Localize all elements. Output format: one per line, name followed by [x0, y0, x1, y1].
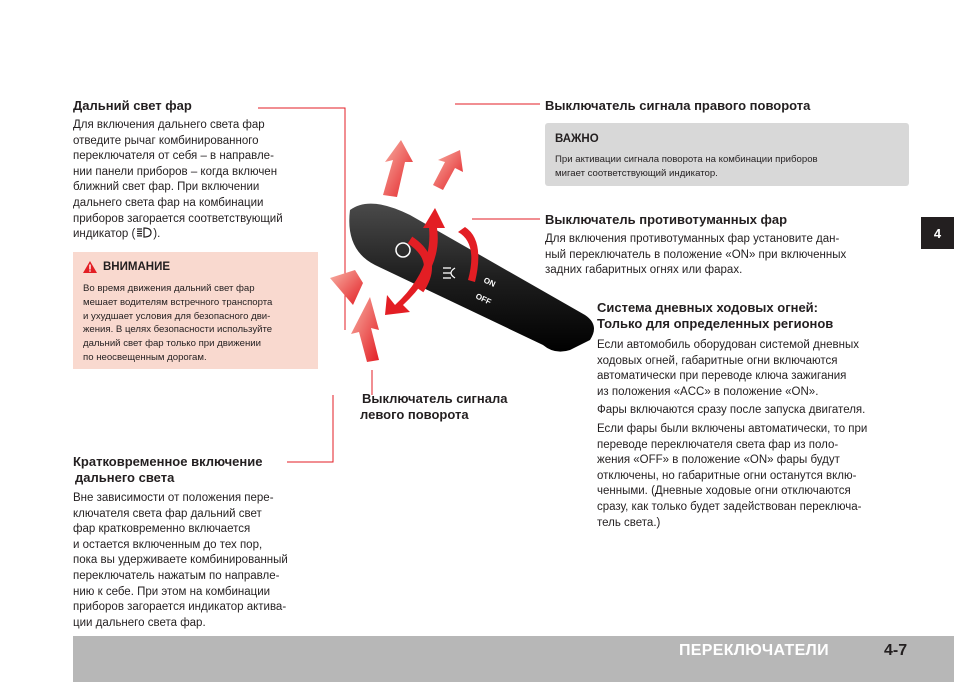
important-title: ВАЖНО — [555, 133, 599, 145]
leader-flash — [287, 395, 333, 462]
arrow-down-1 — [351, 297, 379, 362]
warning-box — [73, 252, 318, 369]
warning-triangle-icon — [83, 261, 97, 273]
high-beam-heading: Дальний свет фар — [73, 98, 192, 113]
arrow-up-2 — [433, 150, 463, 190]
warning-text: Во время движения дальний свет фар мешает водителям встречного транспорта и ухудшает условия для безопасного дви- жения. В целях безопасности используйте дальний свет фар только при движении по неосвещенным дорогам. — [83, 283, 273, 363]
important-box — [545, 123, 909, 186]
arrow-up-1 — [383, 140, 413, 197]
warning-title: ВНИМАНИЕ — [103, 261, 171, 273]
drl-heading: Система дневных ходовых огней: Только для определенных регионов — [597, 300, 834, 331]
on-label: ON — [482, 275, 497, 289]
off-label: OFF — [474, 291, 493, 307]
footer-page-number: 4-7 — [884, 642, 908, 659]
left-turn-label: Выключатель сигнала левого поворота — [360, 391, 508, 422]
fog-heading: Выключатель противотуманных фар — [545, 212, 788, 227]
footer-section-title: ПЕРЕКЛЮЧАТЕЛИ — [679, 642, 829, 659]
high-beam-indicator-icon — [135, 227, 153, 238]
fog-text: Для включения противотуманных фар установите дан- ный переключатель в положение «ON» при включенных задних габаритных огнях или фарах. — [545, 233, 847, 277]
arrow-left-1 — [330, 270, 363, 305]
important-text: При активации сигнала поворота на комбинации приборов мигает соответствующий индикатор. — [555, 154, 818, 179]
page-footer — [73, 636, 954, 682]
high-beam-text: Для включения дальнего света фар отведите рычаг комбинированного переключателя от себя – в направле- нии панели приборов – когда включен ближний свет фар. При включении дальнего света фар на комбинации приборов загорается соответствующий индикатор ( ). — [73, 119, 283, 241]
flash-text: Вне зависимости от положения пере- ключателя света фар дальний свет фар кратковременно включается и остается включенным до тех пор, пока вы удерживаете комбинированный переключатель нажатым по направле- нию к себе. При этом на комбинации приборов загорается индикатор актива- ции дальнего света фар. — [73, 492, 288, 629]
drl-text: Если автомобиль оборудован системой дневных ходовых огней, габаритные огни включаются автоматически при переводе ключа зажигания из положения «ACC» в положение «ON». Фары включаются сразу после запуска двигателя. Если фары были включены автоматически, то при переводе переключателя света фар из поло- жения «OFF» в положение «ON» фары будут отключены, но габаритные огни останутся вклю- ченными. (Дневные ходовые огни отключаются сразу, как только будет задействован переключа- тель света.) — [597, 339, 868, 529]
right-turn-heading: Выключатель сигнала правого поворота — [545, 98, 811, 113]
flash-heading: Кратковременное включение дальнего света — [73, 454, 263, 485]
chapter-tab: 4 — [921, 217, 954, 249]
